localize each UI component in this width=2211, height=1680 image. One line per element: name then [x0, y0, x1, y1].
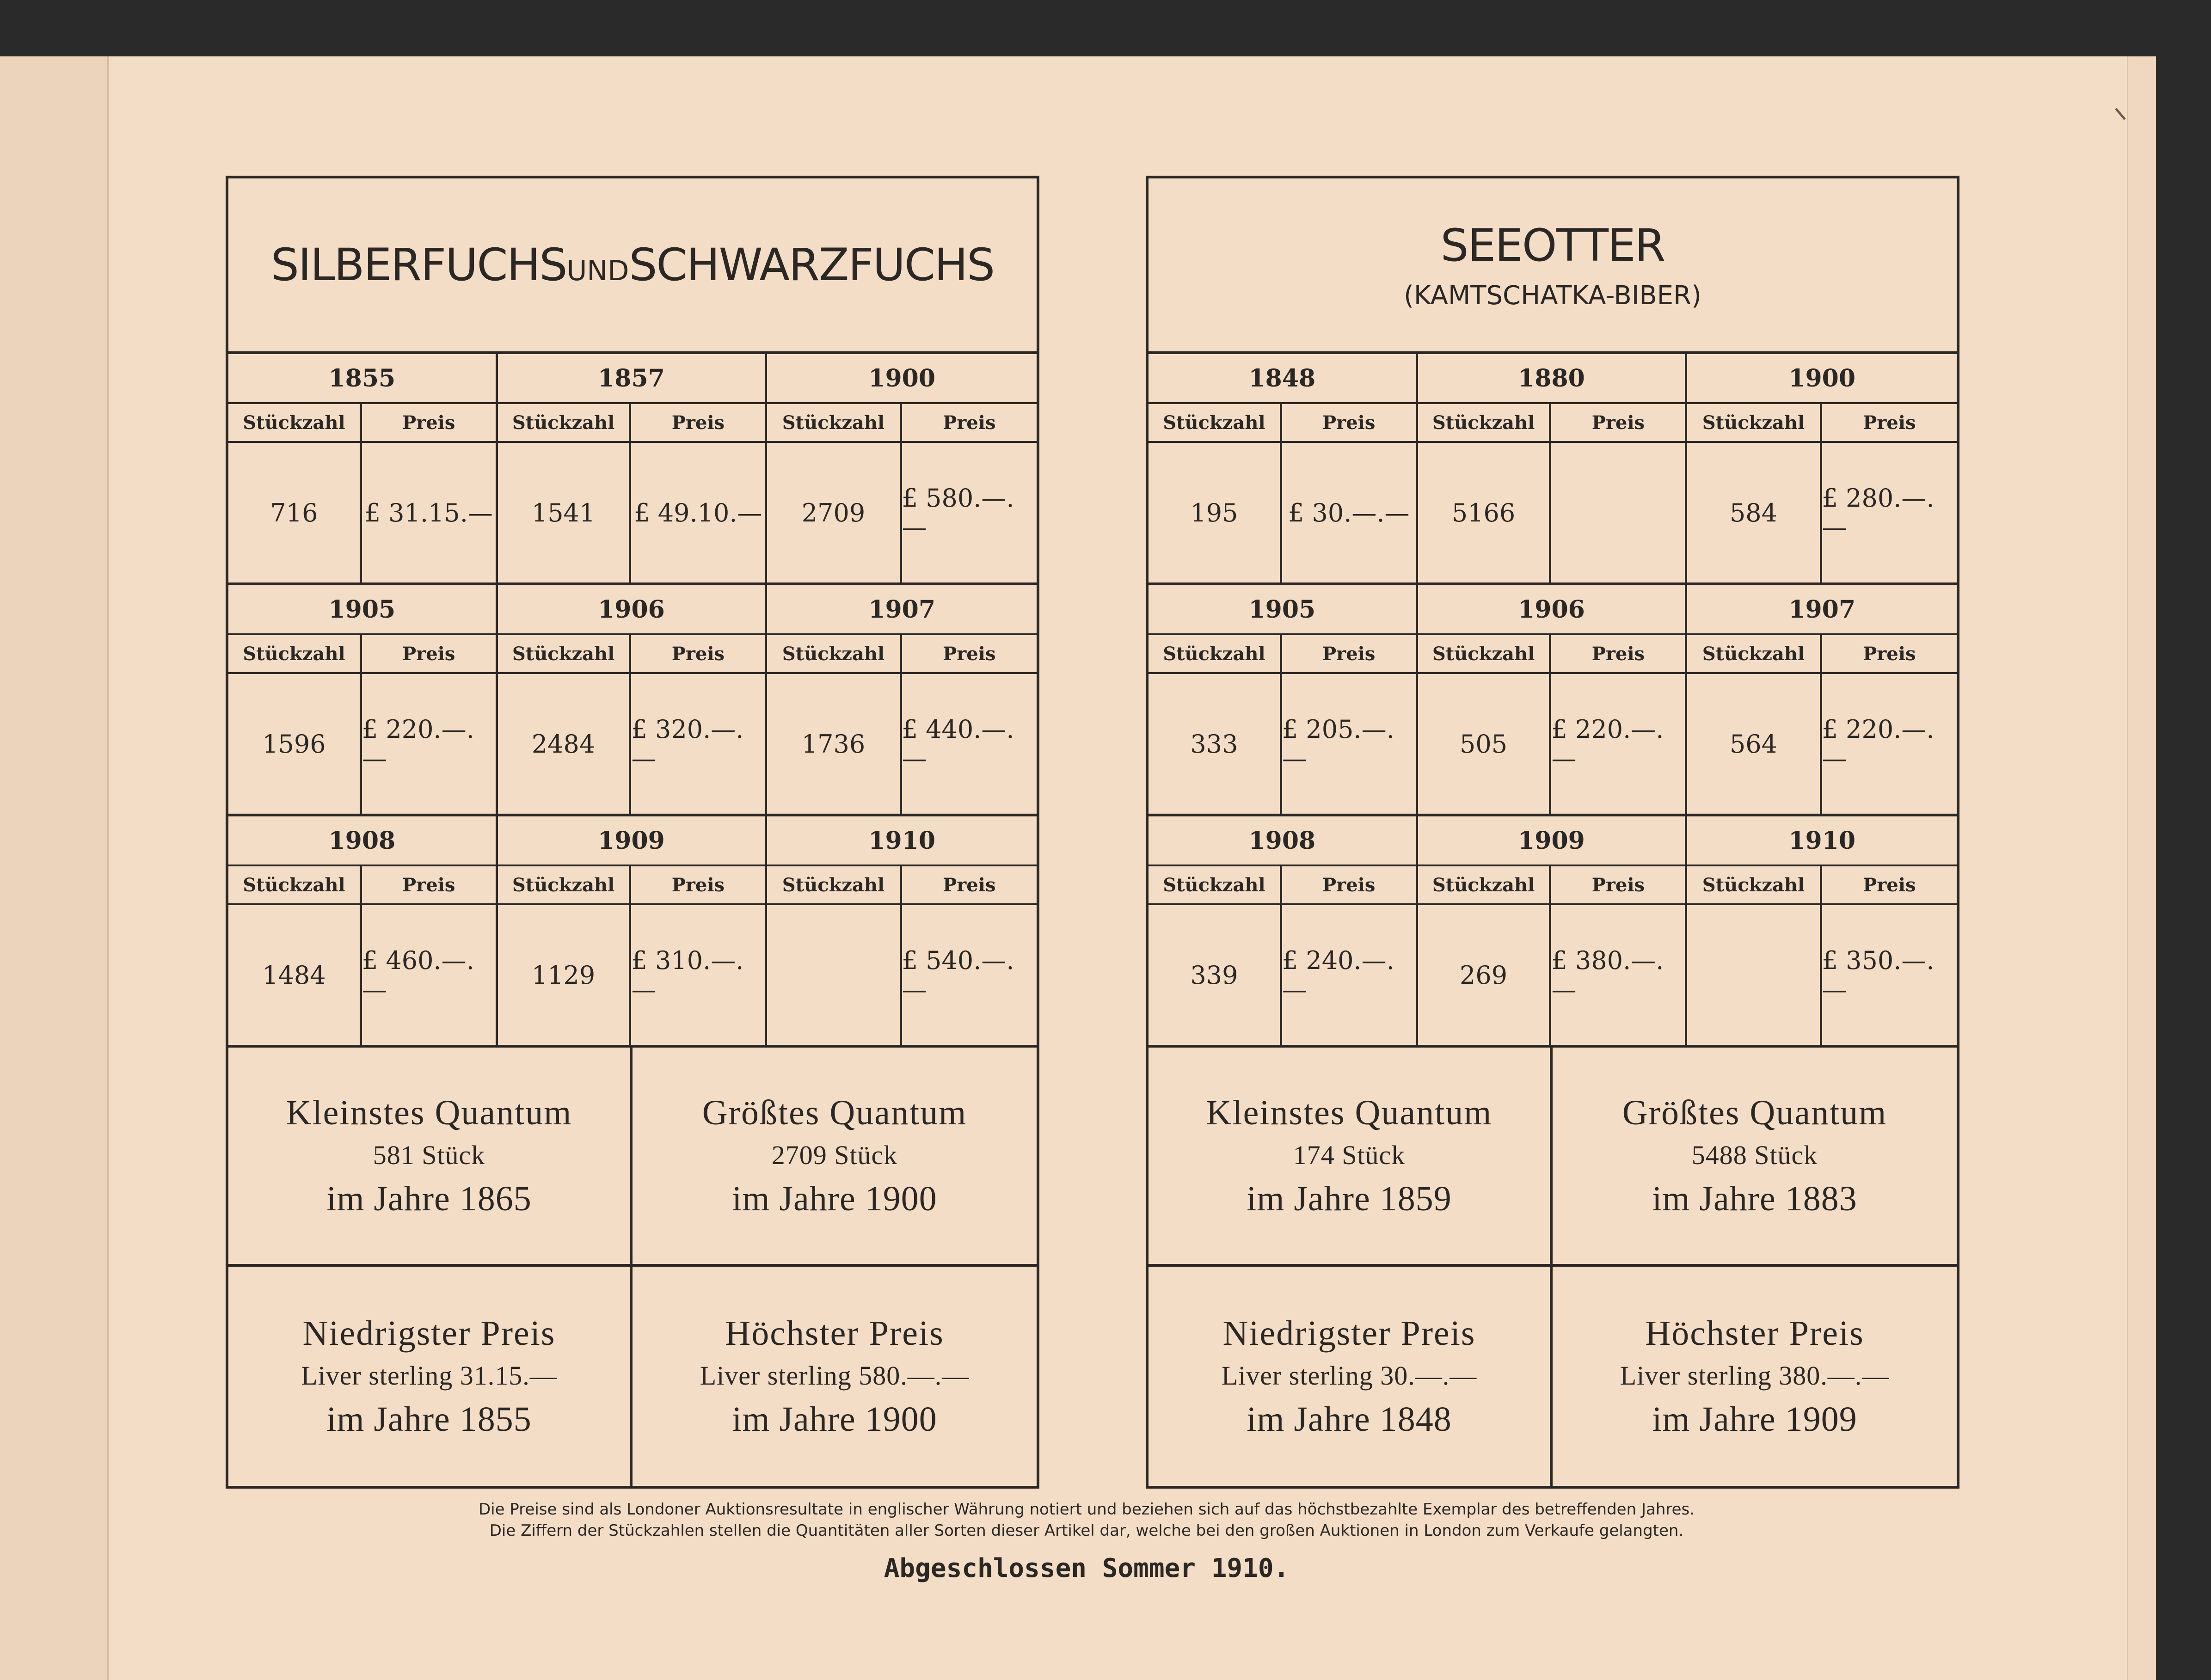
price-header: Preis — [1863, 643, 1916, 665]
count-header: Stückzahl — [1418, 866, 1552, 903]
column-headers — [1687, 635, 1957, 674]
count-value: 195 — [1148, 443, 1282, 582]
column-headers — [1418, 635, 1685, 674]
panel-title-box — [1148, 178, 1957, 354]
price-value: £ 31.15.— — [364, 498, 493, 527]
year-label: 1910 — [1687, 816, 1957, 866]
summary-value: 581 Stück — [373, 1140, 485, 1170]
price-header: Preis — [1322, 411, 1376, 434]
count-header: Stückzahl — [1418, 404, 1552, 441]
price-value: £ 580.—.— — [902, 484, 1014, 542]
summary-max-quantity — [1553, 1048, 1957, 1264]
price-value: £ 240.—.— — [1282, 946, 1394, 1004]
year-cell — [1687, 585, 1957, 814]
summary-title: Höchster Preis — [1645, 1313, 1864, 1353]
year-cell — [228, 816, 498, 1045]
summary-year: im Jahre 1909 — [1652, 1399, 1857, 1439]
year-values — [1687, 443, 1957, 582]
year-cell — [1148, 585, 1418, 814]
price-header: Preis — [1591, 411, 1645, 434]
year-row — [1148, 816, 1957, 1048]
year-values — [1687, 674, 1957, 814]
summary-row — [1148, 1048, 1957, 1267]
column-headers — [1687, 404, 1957, 443]
summary-min-price — [228, 1267, 633, 1486]
count-header: Stückzahl — [1148, 404, 1282, 441]
price-header: Preis — [402, 874, 455, 896]
price-value: £ 30.—.— — [1288, 498, 1410, 527]
summary-max-price — [633, 1267, 1037, 1486]
price-header: Preis — [402, 411, 455, 434]
column-headers — [1148, 635, 1416, 674]
count-value: 564 — [1687, 674, 1822, 814]
count-header: Stückzahl — [228, 404, 362, 441]
year-cell — [767, 585, 1037, 814]
column-headers — [1418, 404, 1685, 443]
summary-title: Niedrigster Preis — [302, 1313, 556, 1353]
year-label: 1848 — [1148, 354, 1416, 404]
footnote — [324, 1499, 1849, 1541]
count-value — [767, 905, 902, 1045]
summary-title: Höchster Preis — [725, 1313, 944, 1353]
panel-title: SEEOTTER — [1440, 219, 1665, 271]
count-value: 339 — [1148, 905, 1282, 1045]
year-label: 1857 — [498, 354, 765, 404]
year-cell — [1148, 816, 1418, 1045]
year-values — [228, 674, 496, 814]
title-conjunction: UND — [566, 255, 629, 287]
summary-year: im Jahre 1883 — [1652, 1179, 1857, 1218]
column-headers — [498, 635, 765, 674]
price-value: £ 540.—.— — [902, 946, 1014, 1004]
next-page-edge — [2127, 56, 2156, 1680]
summary-value: Liver sterling 380.—.— — [1620, 1360, 1890, 1391]
price-value: £ 380.—.— — [1551, 946, 1664, 1004]
column-headers — [1148, 404, 1416, 443]
summary-title: Kleinstes Quantum — [286, 1093, 572, 1132]
year-values — [1148, 443, 1416, 582]
column-headers — [767, 404, 1037, 443]
summary-year: im Jahre 1855 — [326, 1399, 532, 1439]
price-header: Preis — [1863, 411, 1916, 434]
summary-title: Kleinstes Quantum — [1206, 1093, 1492, 1132]
summary-title: Größtes Quantum — [702, 1093, 967, 1132]
year-cell — [1418, 585, 1688, 814]
summary-min-price — [1148, 1267, 1553, 1486]
year-values — [1418, 674, 1685, 814]
summary-grid — [228, 1048, 1037, 1486]
year-row — [1148, 585, 1957, 816]
count-header: Stückzahl — [498, 635, 632, 672]
year-row — [228, 816, 1037, 1048]
count-value: 584 — [1687, 443, 1822, 582]
year-values — [228, 443, 496, 582]
panel-title-box — [228, 178, 1037, 354]
price-value: £ 310.—.— — [631, 946, 744, 1004]
title-part: SILBERFUCHS — [270, 239, 567, 291]
column-headers — [1418, 866, 1685, 905]
count-header: Stückzahl — [498, 866, 632, 903]
column-headers — [1148, 866, 1416, 905]
year-cell — [1418, 816, 1688, 1045]
count-header: Stückzahl — [767, 635, 902, 672]
summary-row — [228, 1267, 1037, 1486]
column-headers — [228, 866, 496, 905]
price-value: £ 320.—.— — [631, 715, 744, 773]
summary-year: im Jahre 1865 — [326, 1179, 532, 1218]
year-cell — [498, 585, 768, 814]
price-value: £ 460.—.— — [362, 946, 474, 1004]
summary-min-quantity — [1148, 1048, 1553, 1264]
year-label: 1907 — [767, 585, 1037, 635]
count-header: Stückzahl — [1148, 635, 1282, 672]
price-value: £ 220.—.— — [362, 715, 474, 773]
price-header: Preis — [671, 643, 725, 665]
count-value: 2484 — [498, 674, 632, 814]
summary-max-price — [1553, 1267, 1957, 1486]
year-label: 1908 — [228, 816, 496, 866]
price-header: Preis — [402, 643, 455, 665]
summary-value: Liver sterling 580.—.— — [700, 1360, 970, 1391]
year-values — [228, 905, 496, 1045]
year-label: 1910 — [767, 816, 1037, 866]
year-values — [1418, 905, 1685, 1045]
year-label: 1906 — [1418, 585, 1685, 635]
year-cell — [498, 816, 768, 1045]
summary-title: Niedrigster Preis — [1222, 1313, 1476, 1353]
year-values — [498, 674, 765, 814]
count-value: 1484 — [228, 905, 362, 1045]
price-header: Preis — [1591, 874, 1645, 896]
year-values — [767, 674, 1037, 814]
year-values — [1148, 674, 1416, 814]
year-values — [498, 905, 765, 1045]
year-label: 1880 — [1418, 354, 1685, 404]
footnote-line: Die Ziffern der Stückzahlen stellen die Quantitäten aller Sorten dieser Artikel dar, welche bei den großen Auktionen in London zum Verkaufe gelangten. — [489, 1521, 1684, 1540]
year-row — [228, 585, 1037, 816]
footnote-line: Die Preise sind als Londoner Auktionsresultate in englischer Währung notiert und beziehen sich auf das höchstbezahlte Exemplar des betreffenden Jahres. — [478, 1500, 1695, 1519]
summary-value: Liver sterling 31.15.— — [301, 1360, 557, 1391]
summary-min-quantity — [228, 1048, 633, 1264]
year-cell — [1148, 354, 1418, 582]
price-value: £ 220.—.— — [1822, 715, 1935, 773]
count-value: 333 — [1148, 674, 1282, 814]
price-header: Preis — [943, 411, 996, 434]
year-values — [767, 443, 1037, 582]
year-label: 1900 — [1687, 354, 1957, 404]
count-header: Stückzahl — [498, 404, 632, 441]
year-values — [1148, 905, 1416, 1045]
price-value: £ 49.10.— — [634, 498, 762, 527]
year-values — [767, 905, 1037, 1045]
price-header: Preis — [943, 874, 996, 896]
column-headers — [498, 866, 765, 905]
year-cell — [228, 354, 498, 582]
column-headers — [228, 635, 496, 674]
title-part: SCHWARZFUCHS — [629, 239, 995, 291]
count-header: Stückzahl — [1148, 866, 1282, 903]
summary-value: 5488 Stück — [1691, 1140, 1818, 1170]
column-headers — [498, 404, 765, 443]
count-value: 269 — [1418, 905, 1552, 1045]
year-values — [1687, 905, 1957, 1045]
column-headers — [767, 866, 1037, 905]
count-header: Stückzahl — [767, 866, 902, 903]
count-header: Stückzahl — [767, 404, 902, 441]
year-cell — [228, 585, 498, 814]
count-value: 1736 — [767, 674, 902, 814]
count-value: 1596 — [228, 674, 362, 814]
year-label: 1906 — [498, 585, 765, 635]
year-cell — [767, 354, 1037, 582]
year-values — [498, 443, 765, 582]
summary-max-quantity — [633, 1048, 1037, 1264]
count-value: 5166 — [1418, 443, 1552, 582]
price-header: Preis — [1863, 874, 1916, 896]
summary-grid — [1148, 1048, 1957, 1486]
year-label: 1900 — [767, 354, 1037, 404]
year-label: 1905 — [228, 585, 496, 635]
count-value: 716 — [228, 443, 362, 582]
summary-year: im Jahre 1848 — [1247, 1399, 1452, 1439]
count-header: Stückzahl — [1687, 404, 1822, 441]
summary-year: im Jahre 1900 — [732, 1179, 937, 1218]
price-header: Preis — [1322, 643, 1376, 665]
year-values — [1418, 443, 1685, 582]
price-value: £ 280.—.— — [1822, 484, 1935, 542]
year-label: 1905 — [1148, 585, 1416, 635]
summary-row — [1148, 1267, 1957, 1486]
year-grid — [1148, 354, 1957, 1048]
price-value — [1551, 443, 1685, 582]
price-header: Preis — [1591, 643, 1645, 665]
year-label: 1909 — [1418, 816, 1685, 866]
panel-title — [271, 239, 994, 291]
count-value: 2709 — [767, 443, 902, 582]
summary-value: Liver sterling 30.—.— — [1221, 1360, 1477, 1391]
year-cell — [498, 354, 768, 582]
year-cell — [1418, 354, 1688, 582]
count-value: 505 — [1418, 674, 1552, 814]
panel-seeotter — [1146, 176, 1959, 1489]
year-cell — [1687, 354, 1957, 582]
summary-row — [228, 1048, 1037, 1267]
count-header: Stückzahl — [228, 635, 362, 672]
price-header: Preis — [1322, 874, 1376, 896]
year-row — [228, 354, 1037, 585]
summary-value: 2709 Stück — [771, 1140, 898, 1170]
count-value — [1687, 905, 1822, 1045]
year-cell — [767, 816, 1037, 1045]
summary-year: im Jahre 1900 — [732, 1399, 937, 1439]
price-value: £ 205.—.— — [1282, 715, 1394, 773]
price-value: £ 350.—.— — [1822, 946, 1935, 1004]
price-value: £ 440.—.— — [902, 715, 1014, 773]
year-cell — [1687, 816, 1957, 1045]
year-row — [1148, 354, 1957, 585]
count-value: 1129 — [498, 905, 632, 1045]
closing-line: Abgeschlossen Sommer 1910. — [884, 1553, 1290, 1583]
count-value: 1541 — [498, 443, 632, 582]
panel-subtitle: (KAMTSCHATKA-BIBER) — [1404, 280, 1701, 311]
count-header: Stückzahl — [1687, 866, 1822, 903]
column-headers — [767, 635, 1037, 674]
summary-title: Größtes Quantum — [1622, 1093, 1887, 1132]
column-headers — [1687, 866, 1957, 905]
price-header: Preis — [671, 874, 725, 896]
price-header: Preis — [943, 643, 996, 665]
year-label: 1855 — [228, 354, 496, 404]
price-value: £ 220.—.— — [1551, 715, 1664, 773]
year-label: 1907 — [1687, 585, 1957, 635]
year-label: 1908 — [1148, 816, 1416, 866]
price-header: Preis — [671, 411, 725, 434]
year-grid — [228, 354, 1037, 1048]
previous-page-edge — [0, 56, 109, 1680]
count-header: Stückzahl — [1418, 635, 1552, 672]
panel-silberfuchs — [226, 176, 1039, 1489]
year-label: 1909 — [498, 816, 765, 866]
count-header: Stückzahl — [1687, 635, 1822, 672]
count-header: Stückzahl — [228, 866, 362, 903]
summary-value: 174 Stück — [1293, 1140, 1406, 1170]
summary-year: im Jahre 1859 — [1247, 1179, 1452, 1218]
column-headers — [228, 404, 496, 443]
